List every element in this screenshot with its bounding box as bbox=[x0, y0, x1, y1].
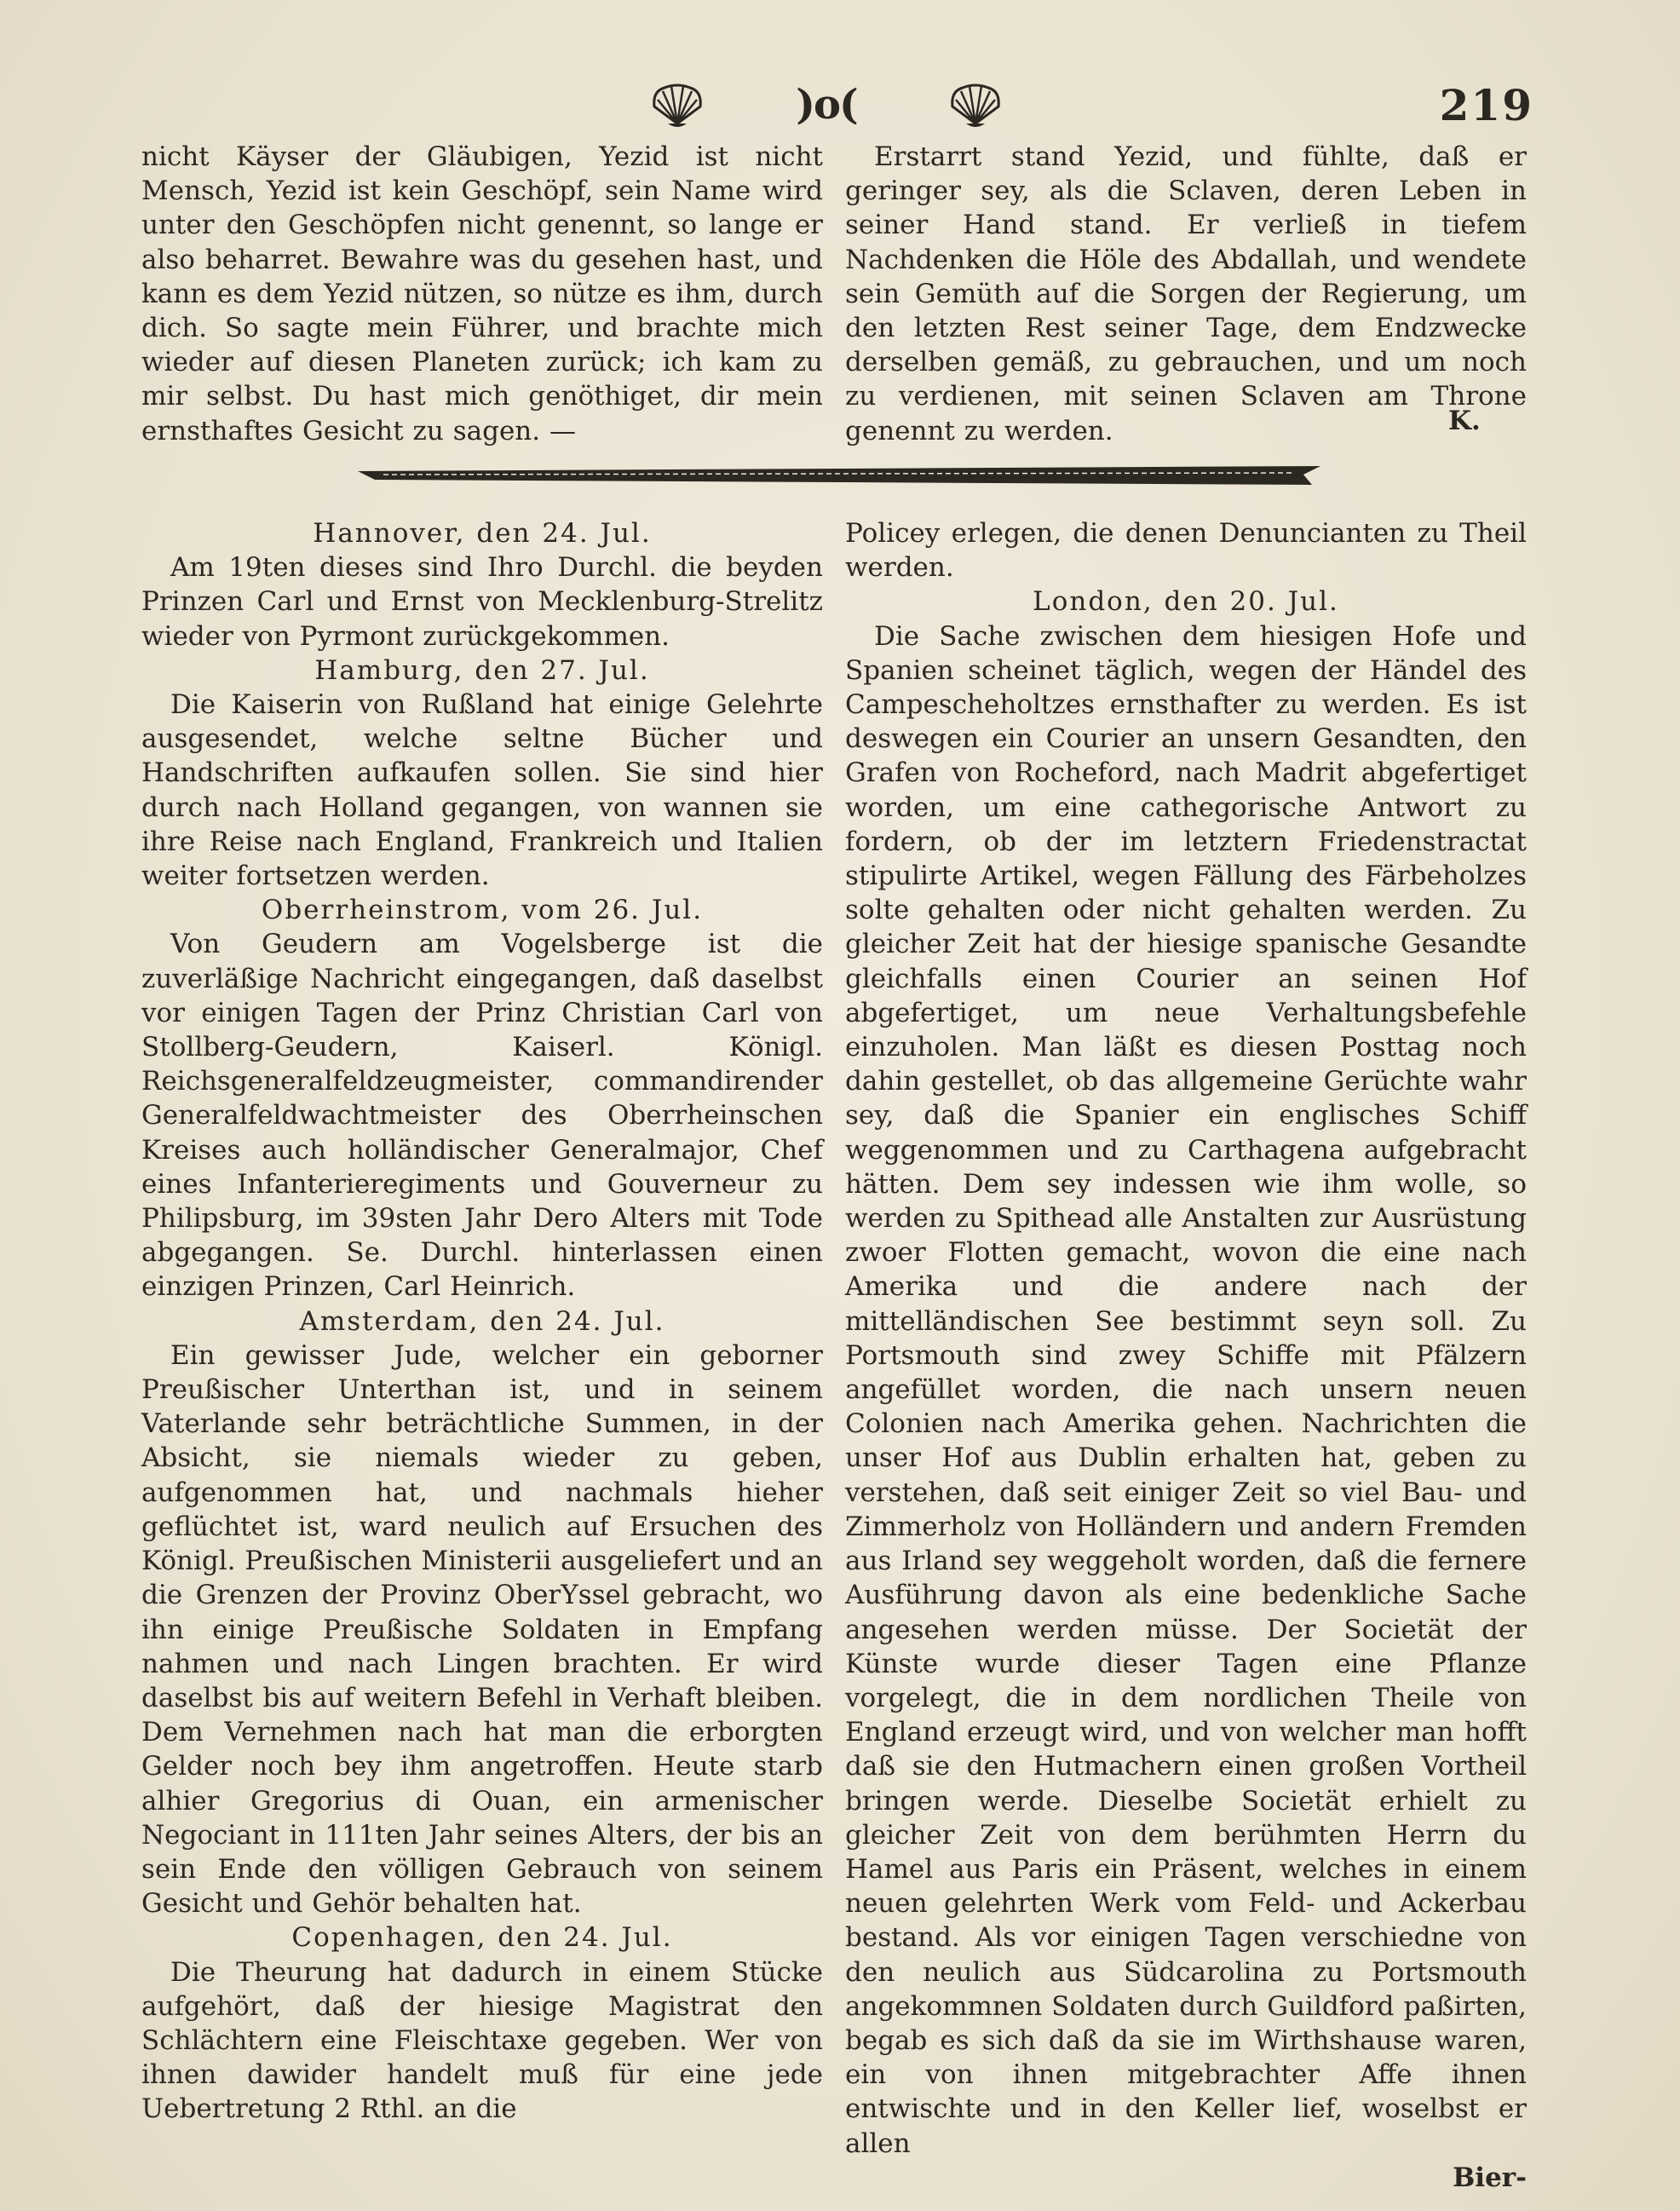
center-ornament: )o( bbox=[796, 81, 857, 129]
article-copenhagen: Die Theurung hat dadurch in einem Stücke aufgehört, daß der hiesige Magistrat den Schlächtern eine Fleischtaxe gegeben. Wer von ihnen dawider handelt muß für eine jede Uebertretung 2 Rthl. an die bbox=[141, 1956, 823, 2125]
essay-left-column bbox=[141, 140, 823, 448]
dateline-hamburg: Hamburg, den 27. Jul. bbox=[314, 654, 650, 686]
dateline-hannover: Hannover, den 24. Jul. bbox=[313, 518, 652, 549]
catchword: Bier- bbox=[1453, 2162, 1527, 2193]
section-divider-rule bbox=[358, 464, 1320, 487]
news-left-column bbox=[141, 516, 823, 2127]
header-ornaments bbox=[647, 75, 1005, 135]
essay-right-column bbox=[845, 140, 1527, 448]
article-amsterdam: Ein gewisser Jude, welcher ein geborner Preußischer Unterthan ist, und in seinem Vaterlande sehr beträchtliche Summen, in der Absicht, sie niemals wieder zu geben, aufgenommen hat, und nachmals hieher geflüchtet ist, ward neulich auf Ersuchen des Königl. Preußischen Ministerii ausgeliefert und an die Grenzen der Provinz OberYssel gebracht, wo ihn einige Preußische Soldaten in Empfang nahmen und nach Lingen brachten. Er wird daselbst bis auf weitern Befehl in Verhaft bleiben. Dem Vernehmen nach hat man die erborgten Gelder noch bey ihm angetroffen. Heute starb alhier Gregorius di Ouan, ein armenischer Negociant in 111ten Jahr seines Alters, der bis an sein Ende den völligen Gebrauch von seinem Gesicht und Gehör behalten hat. bbox=[141, 1339, 823, 1920]
page-number: 219 bbox=[1439, 80, 1533, 130]
article-oberrheinstrom: Von Geudern am Vogelsberge ist die zuverläßige Nachricht eingegangen, daß daselbst vor einigen Tagen der Prinz Christian Carl von Stollberg-Geudern, Kaiserl. Königl. Reichsgeneralfeldzeugmeister, commandirender Generalfeldwachtmeister des Oberrheinschen Kreises auch holländischer Generalmajor, Chef eines Infanterieregiments und Gouverneur zu Philipsburg, im 39sten Jahr Dero Alters mit Tode abgegangen. Se. Durchl. hinterlassen einen einzigen Prinzen, Carl Heinrich. bbox=[141, 929, 823, 1303]
essay-right-text: Erstarrt stand Yezid, und fühlte, daß er geringer sey, als die Sclaven, deren Leben in seiner Hand stand. Er verließ in tiefem Nachdenken die Höle des Abdallah, und wendete sein Gemüth auf die Sorgen der Regierung, um den letzten Rest seiner Tage, dem Endzwecke derselben gemäß, zu gebrauchen, und um noch zu verdienen, mit seinen Sclaven am Throne genennt zu werden. bbox=[845, 141, 1527, 446]
article-hannover: Am 19ten dieses sind Ihro Durchl. die beyden Prinzen Carl und Ernst von Mecklenburg-Strelitz wieder von Pyrmont zurückgekommen. bbox=[141, 552, 823, 652]
article-copenhagen-continuation: Policey erlegen, die denen Denuncianten zu Theil werden. bbox=[845, 518, 1527, 584]
news-right-column bbox=[845, 516, 1527, 2195]
essay-left-text: nicht Käyser der Gläubigen, Yezid ist nicht Mensch, Yezid ist kein Geschöpf, sein Name wird unter den Geschöpfen nicht genennt, so lange er also beharret. Bewahre was du gesehen hast, und kann es dem Yezid nützen, so nütze es ihm, durch dich. So sagte mein Führer, und brachte mich wieder auf diesen Planeten zurück; ich kam zu mir selbst. Du hast mich genöthiget, dir mein ernsthaftes Gesicht zu sagen. — bbox=[141, 141, 823, 446]
essay-signature: K. bbox=[1448, 406, 1481, 436]
dateline-copenhagen: Copenhagen, den 24. Jul. bbox=[291, 1922, 673, 1954]
article-hamburg: Die Kaiserin von Rußland hat einige Gelehrte ausgesendet, welche seltne Bücher und Handschriften aufkaufen sollen. Sie sind hier durch nach Holland gegangen, von wannen sie ihre Reise nach England, Frankreich und Italien weiter fortsetzen werden. bbox=[141, 689, 823, 892]
dateline-london: London, den 20. Jul. bbox=[1033, 586, 1339, 618]
dateline-amsterdam: Amsterdam, den 24. Jul. bbox=[299, 1305, 665, 1337]
dateline-oberrheinstrom: Oberrheinstrom, vom 26. Jul. bbox=[261, 895, 704, 926]
shell-ornament-left-icon bbox=[647, 81, 707, 129]
article-london: Die Sache zwischen dem hiesigen Hofe und Spanien scheinet täglich, wegen der Händel des Campescheholtzes ernsthafter zu werden. Es ist deswegen ein Courier an unsern Gesandten, den Grafen von Rocheford, nach Madrit abgefertiget worden, um eine cathegorische Antwort zu fordern, ob der im letztern Friedenstractat stipulirte Artikel, wegen Fällung des Färbeholzes solte gehalten oder nicht gehalten werden. Zu gleicher Zeit hat der hiesige spanische Gesandte gleichfalls einen Courier an seinen Hof abgefertiget, um neue Verhaltungsbefehle einzuholen. Man läßt es diesen Posttag noch dahin gestellet, ob das allgemeine Gerüchte wahr sey, daß die Spanier ein englisches Schiff weggenommen und zu Carthagena aufgebracht hätten. Dem sey indessen wie ihm wolle, so werden zu Spithead alle Anstalten zur Ausrüstung zwoer Flotten gemacht, wovon die eine nach Amerika und die andere nach der mittelländischen See bestimmt seyn soll. Zu Portsmouth sind zwey Schiffe mit Pfälzern angefüllet worden, die nach unsern neuen Colonien nach Amerika gehen. Nachrichten die unser Hof aus Dublin erhalten hat, geben zu verstehen, daß seit einiger Zeit so viel Bau- und Zimmerholz von Holländern und andern Fremden aus Irland sey weggeholt worden, daß die fernere Ausführung davon als eine bedenkliche Sache angesehen werden müsse. Der Societät der Künste wurde dieser Tagen eine Pflanze vorgelegt, die in dem nordlichen Theile von England erzeugt wird, und von welcher man hofft daß sie den Hutmachern einen großen Vortheil bringen werde. Dieselbe Societät erhielt zu gleicher Zeit von dem berühmten Herrn du Hamel aus Paris ein Präsent, welches in einem neuen gelehrten Werk vom Feld- und Ackerbau bestand. Als vor einigen Tagen verschiedne von den neulich aus Südcarolina zu Portsmouth angekommnen Soldaten durch Guildford paßirten, begab es sich daß da sie im Wirthshause waren, ein von ihnen mitgebrachter Affe ihnen entwischte und in den Keller lief, woselbst er allen bbox=[845, 620, 1527, 2159]
shell-ornament-right-icon bbox=[946, 81, 1005, 129]
